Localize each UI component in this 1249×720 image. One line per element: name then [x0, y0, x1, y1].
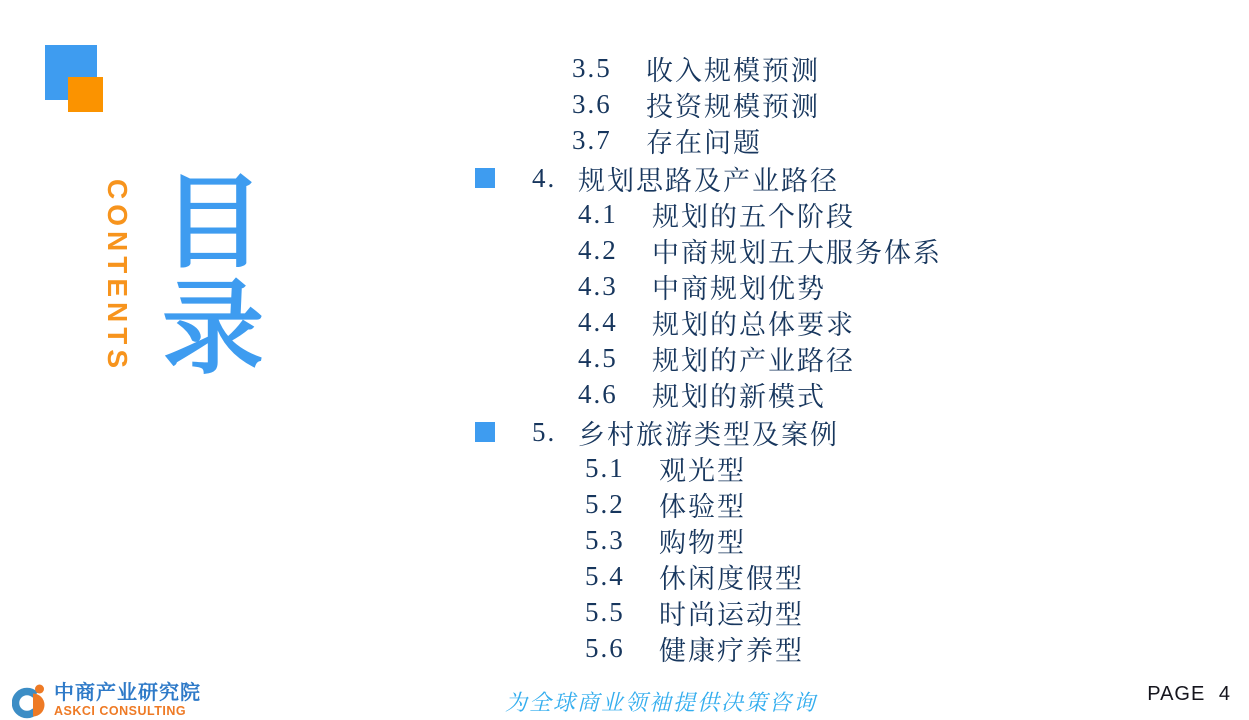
toc-sub-item [460, 196, 942, 232]
toc-item-number: 4.4 [578, 306, 618, 337]
toc-item-number: 5.4 [585, 560, 625, 591]
askci-logo [12, 682, 201, 720]
toc-item-label: 存在问题 [646, 127, 762, 158]
toc-item-number: 4.1 [578, 198, 618, 229]
toc-sub-item [460, 486, 942, 522]
toc-item-number: 5.5 [585, 596, 625, 627]
toc-sub-item [460, 450, 942, 486]
toc-item-number: 5.3 [585, 524, 625, 555]
toc-item-label: 中商规划五大服务体系 [652, 237, 942, 268]
toc-sub-item [460, 86, 942, 122]
deco-square-orange-icon [68, 77, 103, 112]
toc-item-number: 5.2 [585, 488, 625, 519]
toc-item-number: 5.1 [585, 452, 625, 483]
toc-item-label: 体验型 [659, 491, 746, 522]
contents-vertical-label: CONTENTS [102, 179, 133, 373]
footer-slogan: 为全球商业领袖提供决策咨询 [505, 690, 818, 715]
askci-logo-text [54, 682, 201, 719]
toc-item-number: 4.6 [578, 378, 618, 409]
toc-item-label: 时尚运动型 [659, 599, 804, 630]
toc-sub-item [460, 594, 942, 630]
toc-item-label: 健康疗养型 [659, 635, 804, 666]
toc-item-label: 乡村旅游类型及案例 [578, 419, 839, 450]
bullet-square-icon [475, 168, 495, 188]
toc-section-item [460, 414, 942, 450]
bullet-square-icon [475, 422, 495, 442]
toc-item-label: 规划的总体要求 [652, 309, 855, 340]
toc-sub-item [460, 304, 942, 340]
toc-item-number: 5. [532, 416, 557, 447]
toc-sub-item [460, 522, 942, 558]
toc-item-label: 收入规模预测 [646, 55, 820, 86]
toc-sub-item [460, 268, 942, 304]
toc-list [460, 50, 942, 666]
toc-item-number: 4.3 [578, 270, 618, 301]
toc-item-number: 4.2 [578, 234, 618, 265]
toc-sub-item [460, 340, 942, 376]
toc-item-label: 规划思路及产业路径 [578, 165, 839, 196]
toc-item-label: 规划的新模式 [652, 381, 826, 412]
toc-item-label: 投资规模预测 [646, 91, 820, 122]
toc-item-number: 3.7 [572, 124, 612, 155]
page-title: 目录 [162, 166, 264, 387]
toc-sub-item [460, 122, 942, 158]
toc-sub-item [460, 558, 942, 594]
toc-item-label: 规划的产业路径 [652, 345, 855, 376]
toc-item-label: 观光型 [659, 455, 746, 486]
toc-item-label: 规划的五个阶段 [652, 201, 855, 232]
toc-section-item [460, 160, 942, 196]
toc-item-number: 3.6 [572, 88, 612, 119]
toc-sub-item [460, 630, 942, 666]
toc-item-label: 中商规划优势 [652, 273, 826, 304]
toc-item-label: 休闲度假型 [659, 563, 804, 594]
toc-item-number: 3.5 [572, 52, 612, 83]
toc-item-number: 4.5 [578, 342, 618, 373]
toc-sub-item [460, 232, 942, 268]
toc-item-number: 5.6 [585, 632, 625, 663]
page-number: PAGE 4 [1147, 683, 1231, 705]
logo-name-cn: 中商产业研究院 [54, 682, 201, 704]
logo-name-en: ASKCI CONSULTING [54, 704, 187, 718]
toc-sub-item [460, 376, 942, 412]
askci-logo-icon [12, 682, 48, 720]
toc-item-label: 购物型 [659, 527, 746, 558]
toc-sub-item [460, 50, 942, 86]
toc-item-number: 4. [532, 162, 557, 193]
